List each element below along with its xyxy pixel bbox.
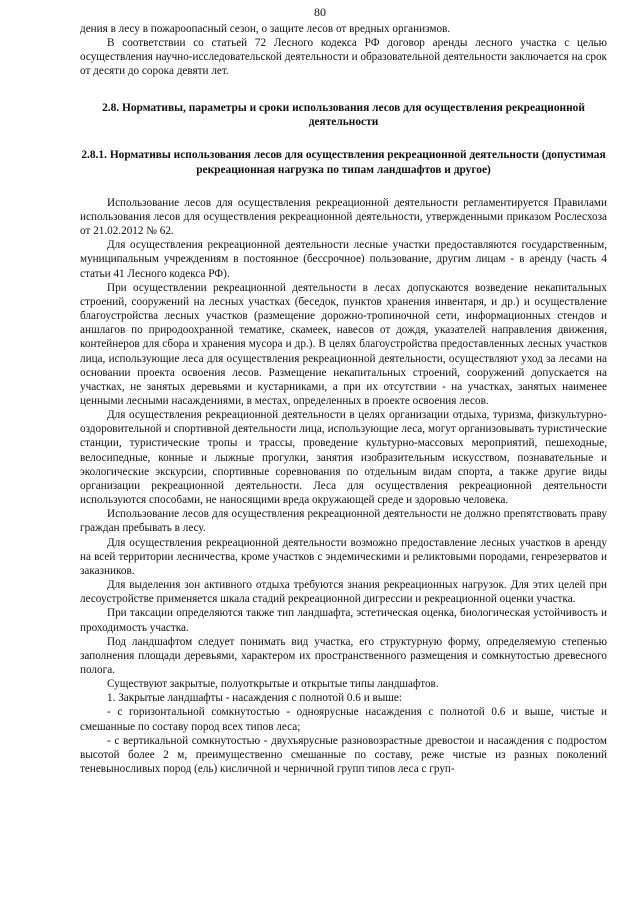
paragraph: Для выделения зон активного отдыха требуются знания рекреационных нагрузок. Для этих целей при лесоустройстве применяется шкала стадий рекреационной дигрессии и рекреационной оценки участка.	[80, 579, 607, 606]
paragraph: Для осуществления рекреационной деятельности лесные участки предоставляются государственным, муниципальным учреждениям в постоянное (бессрочное) пользование, другим лицам - в аренду (часть 4 статьи 41 Лесного кодекса РФ).	[80, 239, 607, 280]
subsection-heading: 2.8.1. Нормативы использования лесов для осуществления рекреационной деятельности (допустимая рекреационная нагрузка по типам ландшафтов и другое)	[81, 149, 606, 176]
paragraph: Существуют закрытые, полуоткрытые и открытые типы ландшафтов.	[107, 678, 439, 691]
list-item: - с горизонтальной сомкнутостью - одноярусные насаждения с полнотой 0.6 и выше, чистые и смешанные по составу пород всех типов леса;	[80, 706, 607, 733]
paragraph: Использование лесов для осуществления рекреационной деятельности не должно препятствовать праву граждан пребывать в лесу.	[80, 508, 607, 535]
paragraph: Для осуществления рекреационной деятельности возможно предоставление лесных участков в аренду на всей территории лесничества, кроме участков с эндемическими и реликтовыми породами, генрезерватов и заказников.	[80, 536, 607, 577]
page-number: 80	[314, 5, 326, 19]
document-body	[80, 22, 607, 776]
paragraph: При таксации определяются также тип ландшафта, эстетическая оценка, биологическая устойчивость и проходимость участка.	[80, 607, 607, 634]
section-heading: 2.8. Нормативы, параметры и сроки использования лесов для осуществления рекреационной деятельности	[102, 101, 585, 128]
paragraph: Использование лесов для осуществления рекреационной деятельности регламентируется Правилами использования лесов для осуществления рекреационной деятельности, утвержденными приказом Рослесхоза от 21.02.2012 № 62.	[80, 196, 607, 238]
paragraph: При осуществлении рекреационной деятельности в лесах допускаются возведение некапитальных строений, сооружений на лесных участках (беседок, пунктов хранения инвентаря, и др.) и осуществление благоустройства лесных участков (размещение дорожно-тропиночной сети, информационных стендов и аншлагов по природоохранной тематике, скамеек, навесов от дождя, указателей направления движения, контейнеров для сбора и хранения мусора и др.). В целях благоустройства предоставленных лесных участков лица, использующие леса для осуществления рекреационной деятельности, осуществляют уход за лесами на основании проекта освоения лесов. Размещение некапитальных строений, сооружений допускается на участках, не занятых деревьями и кустарниками, а при их отсутствии - на участках, занятых наименее ценными лесными насаждениями, в местах, определенных в проекте освоения лесов.	[80, 281, 607, 407]
paragraph: В соответствии со статьей 72 Лесного кодекса РФ договор аренды лесного участка с целью осуществления научно-исследовательской деятельности и образовательной деятельности заключается на срок от десяти до сорока девяти лет.	[80, 37, 607, 78]
list-item: - с вертикальной сомкнутостью - двухъярусные разновозрастные древостои и насаждения с подростом высотой более 2 м, преимущественно смешанные по составу, реже чистые из разных поколений теневыносливых пород (ель) кисличной и черничной групп типов леса с груп-	[80, 734, 607, 776]
list-item: 1. Закрытые ландшафты - насаждения с полнотой 0.6 и выше:	[107, 692, 402, 705]
paragraph: дения в лесу в пожароопасный сезон, о защите лесов от вредных организмов.	[80, 23, 451, 35]
paragraph: Под ландшафтом следует понимать вид участка, его структурную форму, определяемую степенью заполнения площади деревьями, характером их пространственного размещения и сомкнутостью древесного полога.	[80, 635, 607, 676]
paragraph: Для осуществления рекреационной деятельности в целях организации отдыха, туризма, физкультурно-оздоровительной и спортивной деятельности лица, использующие леса, могут организовывать туристические станции, туристические тропы и трассы, проведение культурно-массовых мероприятий, пешеходные, велосипедные, конные и лыжные прогулки, занятия изобразительным искусством, познавательные и экологические экскурсии, спортивные соревнования по отдельным видам спорта, а также другие виды организации рекреационной деятельности. Леса для осуществления рекреационной деятельности используются способами, не наносящими вреда окружающей среде и здоровью человека.	[80, 409, 607, 507]
